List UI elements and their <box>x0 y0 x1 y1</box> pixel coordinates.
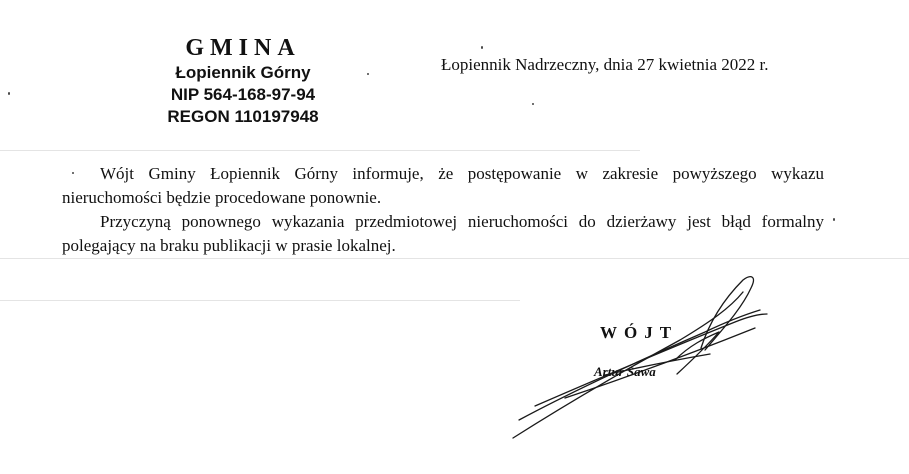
scan-line <box>0 258 909 259</box>
body-paragraph-2: Przyczyną ponownego wykazania przedmiotowej nieruchomości do dzierżawy jest błąd formalny polegający na braku publikacji w prasie lokalnej. <box>62 212 824 255</box>
scan-speck <box>367 73 369 75</box>
scan-speck <box>481 46 483 49</box>
stamp-regon: REGON 110197948 <box>167 107 319 126</box>
scan-speck <box>8 92 10 95</box>
municipality-stamp <box>128 34 358 128</box>
scan-line <box>0 150 640 151</box>
signature-title: WÓJT <box>600 323 679 342</box>
place-date: Łopiennik Nadrzeczny, dnia 27 kwietnia 2022 r. <box>441 55 769 74</box>
letter-body <box>62 162 824 258</box>
scan-line <box>0 300 520 301</box>
stamp-municipality-name: Łopiennik Górny <box>175 63 311 82</box>
stamp-title: GMINA <box>185 35 301 61</box>
stamp-nip: NIP 564-168-97-94 <box>170 85 316 104</box>
scan-speck <box>833 218 835 221</box>
signatory-name: Artur Sawa <box>594 364 656 379</box>
handwritten-signature <box>505 270 775 445</box>
body-paragraph-1: Wójt Gminy Łopiennik Górny informuje, że postępowanie w zakresie powyższego wykazu nieruchomości będzie procedowane ponownie. <box>62 164 824 207</box>
scan-speck <box>532 103 534 105</box>
